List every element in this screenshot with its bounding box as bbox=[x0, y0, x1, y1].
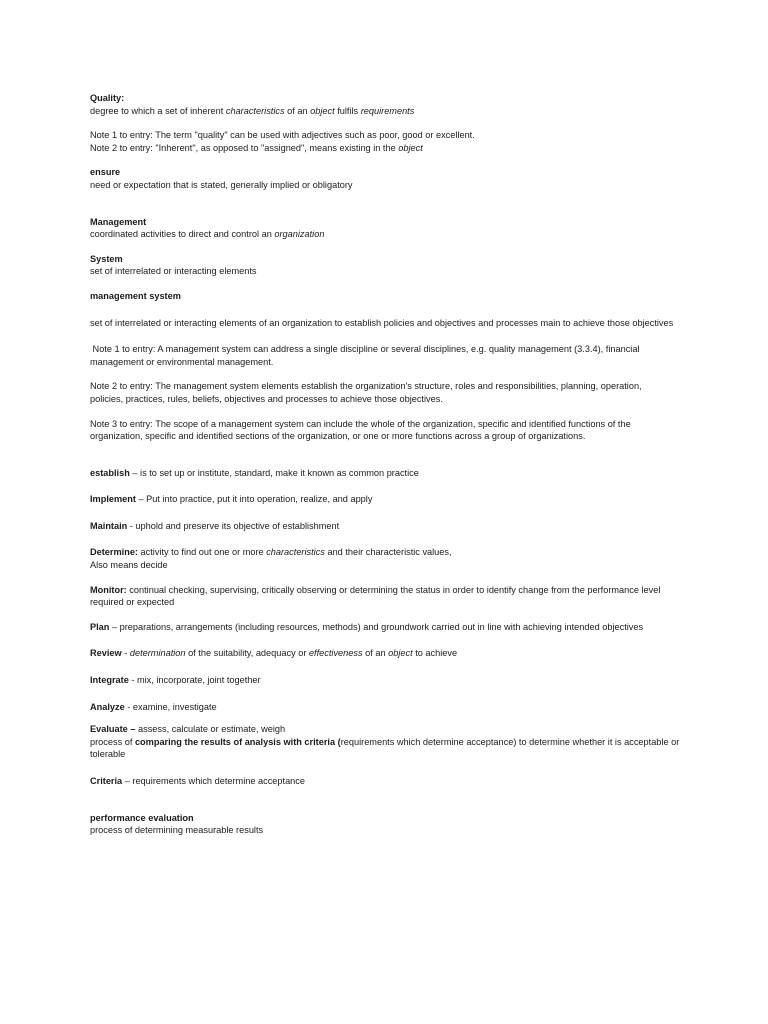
quality-note-2-italic: object bbox=[398, 142, 423, 153]
analyze-entry bbox=[90, 701, 690, 714]
establish-term: establish bbox=[90, 467, 130, 478]
management-system-note-1 bbox=[90, 343, 690, 368]
quality-note-2-text: Note 2 to entry: "Inherent", as opposed to "assigned", means existing in the bbox=[90, 142, 399, 153]
management-term: Management bbox=[90, 216, 147, 227]
management-system-note-3-line-1: Note 3 to entry: The scope of a management system can include the whole of the organization, specific and identified functions of the bbox=[90, 418, 631, 429]
quality-definition bbox=[90, 105, 690, 118]
management-system-note-1-line-1: Note 1 to entry: A management system can address a single discipline or several disciplines, e.g. quality management (3.3.4), financial bbox=[90, 344, 640, 355]
monitor-def-line-1: continual checking, supervising, critically observing or determining the status in order to identify change from the performance level bbox=[126, 584, 661, 595]
maintain-definition: - uphold and preserve its objective of establishment bbox=[127, 520, 340, 531]
evaluate-line-2-text-2: requirements which determine acceptance) to determine whether it is acceptable or bbox=[340, 736, 680, 747]
maintain-term: Maintain bbox=[90, 520, 128, 531]
management-system-note-2 bbox=[90, 380, 690, 405]
management-def-text: coordinated activities to direct and control an bbox=[90, 229, 275, 240]
analyze-term: Analyze bbox=[90, 701, 125, 712]
performance-evaluation-entry bbox=[90, 812, 690, 837]
implement-definition: – Put into practice, put it into operation, realize, and apply bbox=[135, 494, 373, 505]
system-term: System bbox=[90, 253, 123, 264]
management-system-note-2-line-2: policies, practices, rules, beliefs, objectives and processes to achieve those objectives. bbox=[90, 393, 443, 404]
determine-entry bbox=[90, 546, 690, 571]
review-entry bbox=[90, 647, 690, 660]
quality-def-italic-2: object bbox=[310, 105, 335, 116]
criteria-term: Criteria bbox=[90, 776, 123, 786]
evaluate-term: Evaluate – bbox=[90, 724, 136, 735]
management-system-term: management system bbox=[90, 290, 181, 301]
determine-line-1 bbox=[90, 546, 690, 559]
review-def-text-2: of an bbox=[362, 648, 389, 659]
quality-entry bbox=[90, 92, 690, 117]
management-def-italic: organization bbox=[274, 229, 325, 240]
monitor-def-line-2: required or expected bbox=[90, 597, 175, 608]
integrate-entry bbox=[90, 674, 690, 687]
evaluate-line-3: tolerable bbox=[90, 749, 126, 760]
plan-definition: – preparations, arrangements (including resources, methods) and groundwork carried out in line with achieving intended objectives bbox=[109, 621, 644, 632]
review-def-italic-3: object bbox=[388, 648, 413, 659]
quality-def-italic-3: requirements bbox=[360, 105, 415, 116]
quality-notes bbox=[90, 129, 690, 154]
plan-entry bbox=[90, 621, 690, 634]
quality-def-text-2: of an bbox=[284, 105, 311, 116]
management-system-note-2-line-1: Note 2 to entry: The management system elements establish the organization's structure, roles and responsibilities, planning, operation, bbox=[90, 381, 642, 392]
system-definition: set of interrelated or interacting elements bbox=[90, 266, 257, 277]
ensure-definition: need or expectation that is stated, generally implied or obligatory bbox=[90, 179, 353, 190]
management-system-note-1-line-2: management or environmental management. bbox=[90, 356, 274, 367]
management-system-note-3 bbox=[90, 418, 690, 443]
evaluate-line-2 bbox=[90, 736, 690, 749]
integrate-term: Integrate bbox=[90, 675, 129, 686]
establish-definition: – is to set up or institute, standard, make it known as common practice bbox=[129, 467, 419, 478]
evaluate-definition: assess, calculate or estimate, weigh bbox=[135, 724, 286, 735]
ensure-entry bbox=[90, 166, 690, 191]
evaluate-line-2-bold: comparing the results of analysis with criteria ( bbox=[134, 736, 341, 747]
ensure-term: ensure bbox=[90, 167, 121, 178]
quality-def-text-3: fulfils bbox=[334, 105, 361, 116]
determine-def-italic: characteristics bbox=[266, 547, 325, 558]
review-def-dash: - bbox=[121, 648, 130, 659]
establish-entry bbox=[90, 467, 690, 480]
criteria-definition: – requirements which determine acceptance bbox=[122, 776, 305, 786]
review-term: Review bbox=[90, 648, 122, 659]
determine-def-text-2: and their characteristic values, bbox=[324, 547, 452, 558]
monitor-term: Monitor: bbox=[90, 584, 127, 595]
document-page bbox=[90, 92, 690, 837]
performance-evaluation-term: performance evaluation bbox=[90, 812, 194, 823]
determine-line-2: Also means decide bbox=[90, 560, 168, 571]
determine-term: Determine: bbox=[90, 547, 138, 558]
evaluate-entry bbox=[90, 723, 690, 761]
management-system-definition: set of interrelated or interacting elements of an organization to establish policies and objectives and processes main to achieve those objectives bbox=[90, 317, 674, 328]
performance-evaluation-definition: process of determining measurable results bbox=[90, 825, 264, 836]
integrate-definition: - mix, incorporate, joint together bbox=[128, 675, 261, 686]
management-definition bbox=[90, 228, 690, 241]
quality-note-2 bbox=[90, 142, 690, 155]
evaluate-line-1 bbox=[90, 723, 690, 736]
review-def-italic-1: determination bbox=[129, 648, 186, 659]
quality-term: Quality: bbox=[90, 93, 125, 103]
implement-entry bbox=[90, 493, 690, 506]
management-entry bbox=[90, 216, 690, 241]
evaluate-line-2-text-1: process of bbox=[90, 736, 135, 747]
review-def-italic-2: effectiveness bbox=[308, 648, 363, 659]
monitor-line-1 bbox=[90, 584, 690, 597]
monitor-entry bbox=[90, 584, 690, 609]
maintain-entry bbox=[90, 520, 690, 533]
review-def-text-1: of the suitability, adequacy or bbox=[185, 648, 309, 659]
quality-def-italic-1: characteristics bbox=[225, 105, 285, 116]
review-def-text-3: to achieve bbox=[412, 648, 458, 659]
criteria-entry bbox=[90, 775, 690, 788]
system-entry bbox=[90, 253, 690, 278]
quality-note-1: Note 1 to entry: The term "quality" can be used with adjectives such as poor, good or excellent. bbox=[90, 130, 475, 141]
quality-def-text-1: degree to which a set of inherent bbox=[90, 105, 226, 116]
management-system-note-3-line-2: organization, specific and identified sections of the organization, or one or more functions across a group of organizations. bbox=[90, 431, 586, 442]
management-system-entry bbox=[90, 290, 690, 443]
plan-term: Plan bbox=[90, 621, 110, 632]
determine-def-text-1: activity to find out one or more bbox=[138, 547, 267, 558]
implement-term: Implement bbox=[90, 494, 136, 505]
analyze-definition: - examine, investigate bbox=[124, 701, 217, 712]
